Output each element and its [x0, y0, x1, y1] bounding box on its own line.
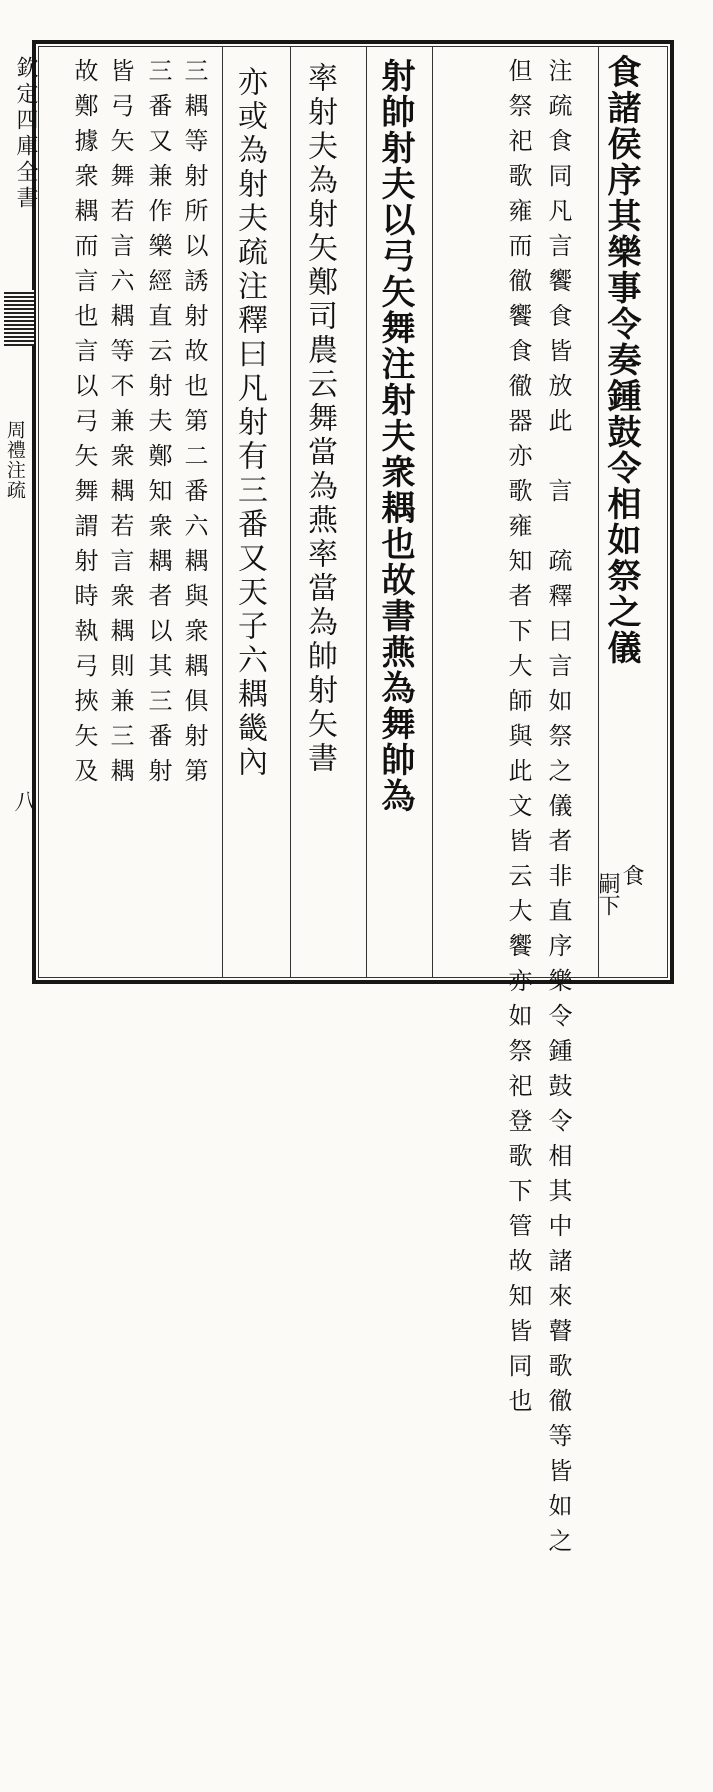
text-column-6: 亦或為射夫疏注釋曰凡射有三番又天子六耦畿內: [232, 66, 267, 780]
column-rule: [598, 46, 599, 978]
commentary-column-3: 但祭祀歌雍而徹饗食徹器亦歌雍知者下大師與此文皆云大饗亦如祭祀登歌下管故知皆同也: [504, 58, 532, 1423]
commentary-column-10: 皆弓矢舞若言六耦等不兼衆耦若言衆耦則兼三耦: [106, 58, 134, 793]
text-column-5: 率射夫為射矢鄭司農云舞當為燕率當為帥射矢書: [302, 62, 337, 776]
collection-title: 欽定四庫全書: [13, 56, 38, 212]
main-text-column-4: 射帥射夫以弓矢舞注射夫衆耦也故書燕為舞帥為: [375, 58, 415, 814]
column-rule: [432, 46, 433, 978]
book-title: 周禮注疏: [3, 420, 26, 500]
fishtail-mark: [4, 290, 34, 346]
commentary-column-9: 三番又兼作樂經直云射夫鄭知衆耦者以其三番射: [144, 58, 172, 793]
commentary-column-8: 三耦等射所以誘射故也第二番六耦與衆耦俱射第: [180, 58, 208, 793]
commentary-column-11: 故鄭據衆耦而言也言以弓矢舞謂射時執弓挾矢及: [70, 58, 98, 793]
page-number: 八: [11, 790, 36, 812]
commentary-column-2: 注疏食同凡言饗食皆放此 言 疏釋曰言如祭之儀者非直序樂令鍾鼓令相其中諸來瞽歌徹等皆如之: [544, 58, 572, 1563]
main-text-column-1: 食諸侯序其樂事令奏鍾鼓令相如祭之儀: [601, 54, 641, 666]
pronunciation-note: 嗣下: [595, 872, 620, 916]
pronunciation-note: 食: [619, 864, 644, 886]
column-rule: [222, 46, 223, 978]
column-rule: [290, 46, 291, 978]
column-rule: [366, 46, 367, 978]
